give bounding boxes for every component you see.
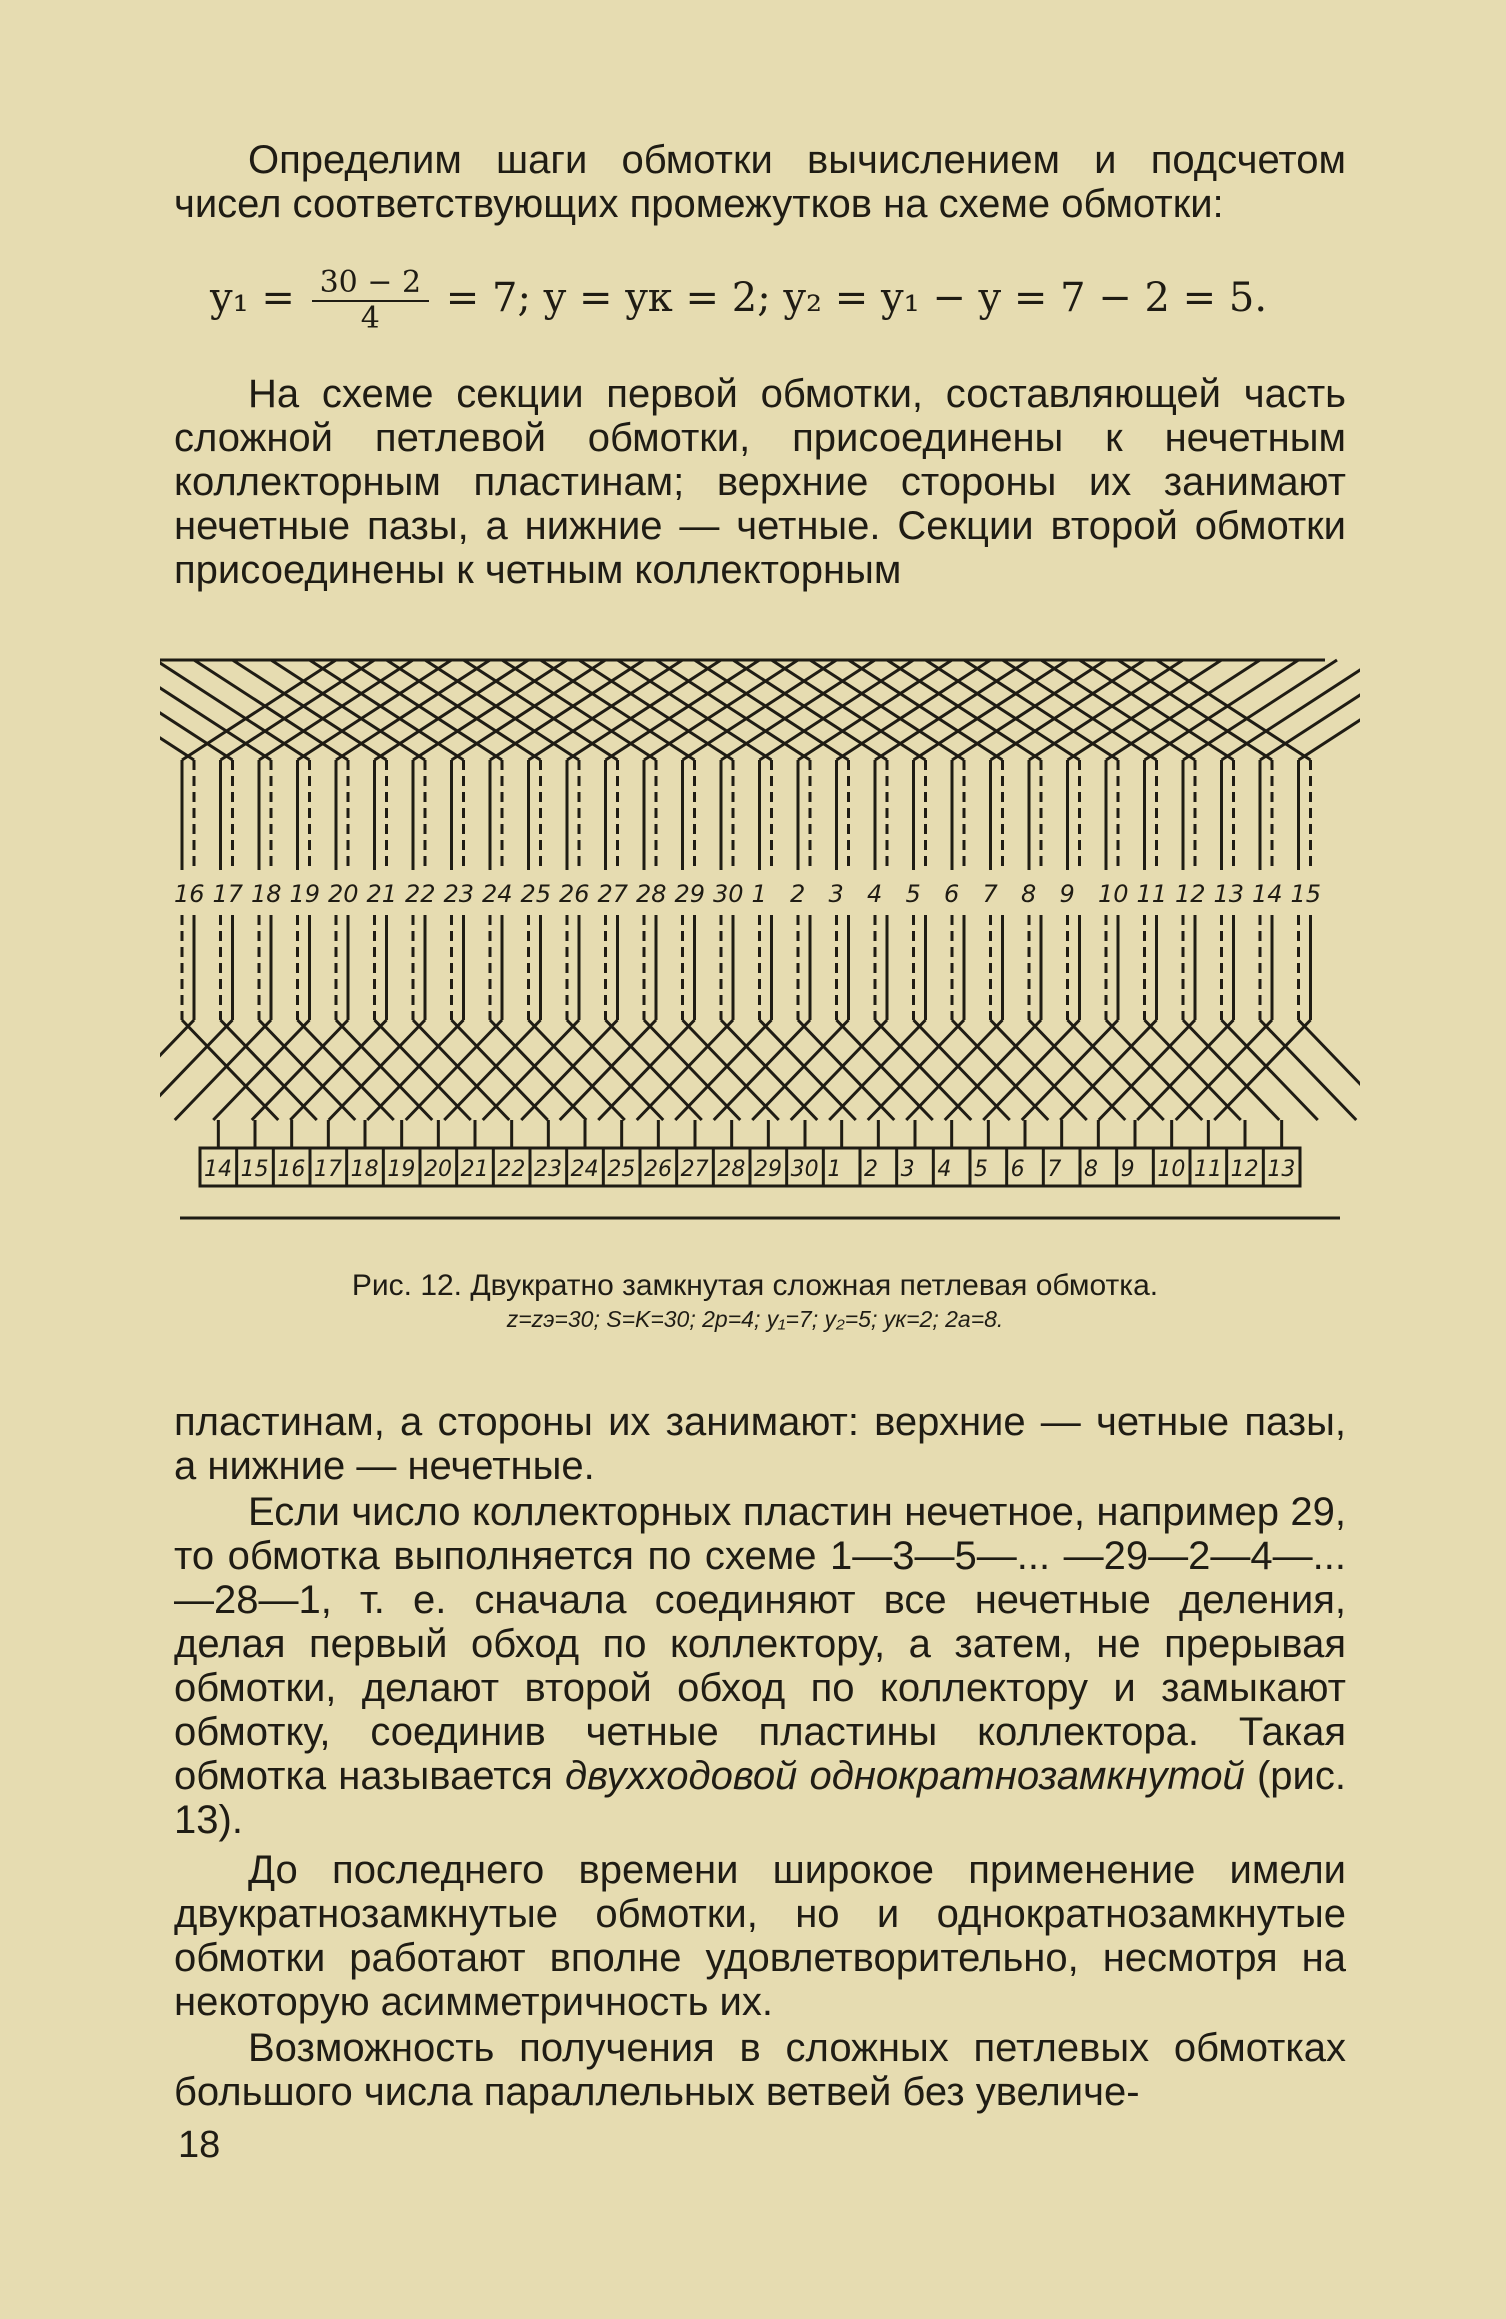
paragraph-1-text: Определим шаги обмотки вычислением и подсчетом чисел соответствующих промежутков на схеме обмотки:: [174, 138, 1346, 226]
lower-diagonal: [452, 1020, 548, 1120]
lower-diagonal: [560, 1020, 656, 1120]
upper-diagonal: [194, 660, 348, 760]
lower-diagonal: [175, 1020, 271, 1120]
lower-diagonal: [290, 1020, 386, 1120]
upper-diagonal: [887, 660, 1041, 760]
lower-diagonal: [875, 1020, 971, 1120]
slot-label: 1: [751, 880, 767, 908]
upper-crossing-lines: [160, 660, 1360, 870]
lower-diagonal: [760, 1020, 856, 1120]
commutator-label: 6: [1010, 1157, 1025, 1182]
lower-diagonal: [252, 1020, 348, 1120]
upper-diagonal: [413, 660, 567, 760]
slot-label: 27: [597, 880, 629, 908]
paragraph-3-text: пластинам, а стороны их занимают: верхние — четные пазы, а нижние — нечетные.: [174, 1400, 1346, 1488]
lower-diagonal: [983, 1020, 1079, 1120]
lower-diagonal: [483, 1020, 579, 1120]
lower-diagonal: [1106, 1020, 1202, 1120]
slot-label: 14: [1252, 880, 1283, 908]
slot-label: 11: [1136, 880, 1168, 908]
slot-label: 24: [482, 880, 513, 908]
lower-diagonal: [991, 1020, 1087, 1120]
upper-diagonal: [425, 660, 579, 760]
lower-diagonal: [1029, 1020, 1125, 1120]
step-formula: [210, 266, 1310, 346]
lower-diagonal: [829, 1020, 925, 1120]
upper-diagonal: [695, 660, 849, 760]
commutator-label: 16: [277, 1157, 306, 1182]
paragraph-5: [174, 1848, 1346, 2024]
upper-diagonal: [298, 660, 452, 760]
commutator-label: 26: [644, 1157, 672, 1182]
slot-label: 4: [867, 880, 883, 908]
lower-diagonal: [1214, 1020, 1310, 1120]
upper-diagonal: [375, 660, 529, 760]
lower-diagonal: [1099, 1020, 1195, 1120]
slot-label: 5: [905, 880, 921, 908]
lower-diagonal: [637, 1020, 733, 1120]
commutator-label: 10: [1157, 1157, 1186, 1182]
commutator-label: 18: [350, 1157, 379, 1182]
lower-diagonal: [521, 1020, 617, 1120]
lower-diagonal: [444, 1020, 540, 1120]
lower-diagonal: [413, 1020, 509, 1120]
lower-diagonal: [1060, 1020, 1156, 1120]
commutator-label: 5: [974, 1157, 988, 1182]
lower-diagonal: [1260, 1020, 1356, 1120]
commutator-label: 3: [900, 1157, 915, 1182]
lower-diagonal: [567, 1020, 663, 1120]
upper-diagonal: [1157, 660, 1311, 760]
upper-diagonal: [490, 660, 644, 760]
upper-diagonal: [1118, 660, 1272, 760]
slot-label: 10: [1098, 880, 1129, 908]
upper-diagonal: [798, 660, 952, 760]
slot-label: 8: [1021, 880, 1037, 908]
lower-diagonal: [1176, 1020, 1272, 1120]
commutator-label: 28: [717, 1157, 746, 1182]
commutator-label: 20: [424, 1157, 452, 1182]
slot-labels: [174, 880, 1321, 908]
upper-diagonal: [452, 660, 606, 760]
commutator-label: 24: [570, 1157, 599, 1182]
lower-diagonal: [329, 1020, 425, 1120]
formula-denominator: 4: [360, 301, 380, 336]
upper-diagonal: [875, 660, 1029, 760]
lower-diagonal: [213, 1020, 309, 1120]
upper-diagonal: [760, 660, 914, 760]
upper-diagonal: [1080, 660, 1234, 760]
upper-diagonal: [579, 660, 733, 760]
upper-diagonal: [837, 660, 991, 760]
lower-diagonal: [259, 1020, 355, 1120]
lower-diagonal: [367, 1020, 463, 1120]
upper-diagonal: [221, 660, 375, 760]
upper-diagonal: [541, 660, 695, 760]
slot-label: 29: [674, 880, 706, 908]
lower-diagonal: [375, 1020, 471, 1120]
upper-diagonal: [1003, 660, 1157, 760]
slot-label: 13: [1213, 880, 1245, 908]
upper-diagonal: [1106, 660, 1260, 760]
slot-label: 26: [559, 880, 590, 908]
slot-label: 2: [790, 880, 806, 908]
commutator-label: 25: [607, 1157, 636, 1182]
slot-label: 3: [828, 880, 844, 908]
winding-diagram: [160, 640, 1360, 1230]
lower-diagonal: [606, 1020, 702, 1120]
slot-label: 6: [944, 880, 960, 908]
lower-crossing-lines: [160, 915, 1360, 1120]
upper-diagonal: [502, 660, 656, 760]
lower-diagonal: [406, 1020, 502, 1120]
slot-label: 21: [366, 880, 398, 908]
slot-label: 18: [251, 880, 282, 908]
lower-diagonal: [490, 1020, 586, 1120]
lower-diagonal: [752, 1020, 848, 1120]
upper-diagonal: [1041, 660, 1195, 760]
upper-diagonal: [849, 660, 1003, 760]
formula-numerator: 30 − 2: [312, 266, 429, 302]
slot-label: 30: [713, 880, 744, 908]
paragraph-2-text: На схеме секции первой обмотки, составляющей часть сложной петлевой обмотки, присоединены к нечетным коллекторным пластинам; верхние стороны их занимают нечетные пазы, а нижние — четные. Секции второй обмотки присоединены к четным коллекторным: [174, 372, 1346, 592]
upper-diagonal: [1145, 660, 1299, 760]
upper-diagonal: [259, 660, 413, 760]
upper-diagonal: [464, 660, 618, 760]
slot-label: 22: [405, 880, 436, 908]
caption-title: Рис. 12. Двукратно замкнутая сложная петлевая обмотка.: [351, 1269, 1159, 1302]
commutator-label: 2: [864, 1157, 878, 1182]
lower-diagonal: [837, 1020, 933, 1120]
slot-label: 20: [328, 880, 359, 908]
lower-diagonal: [683, 1020, 779, 1120]
paragraph-5-text: До последнего времени широкое применение имели двукратнозамкнутые обмотки, но и однократнозамкнутые обмотки работают вполне удовлетворительно, несмотря на некоторую асимметричность их.: [174, 1848, 1346, 2024]
formula-y1: y₁ =: [210, 275, 295, 321]
lower-diagonal: [914, 1020, 1010, 1120]
slot-label: 7: [982, 880, 998, 908]
lower-diagonal: [644, 1020, 740, 1120]
upper-diagonal: [1068, 660, 1222, 760]
slot-label: 9: [1059, 880, 1075, 908]
lower-diagonal: [598, 1020, 694, 1120]
lower-diagonal: [221, 1020, 317, 1120]
paragraph-6-text: Возможность получения в сложных петлевых обмотках большого числа параллельных ветвей без увеличе-: [174, 2026, 1346, 2114]
upper-diagonal: [964, 660, 1118, 760]
commutator-label: 21: [460, 1157, 489, 1182]
slot-label: 12: [1175, 880, 1206, 908]
upper-diagonal: [233, 660, 387, 760]
lower-diagonal: [721, 1020, 817, 1120]
upper-diagonal: [914, 660, 1068, 760]
upper-diagonal: [271, 660, 425, 760]
lower-diagonal: [1222, 1020, 1318, 1120]
commutator-label: 9: [1120, 1157, 1135, 1182]
lower-diagonal: [1183, 1020, 1279, 1120]
upper-diagonal: [1183, 660, 1337, 760]
upper-diagonal: [606, 660, 760, 760]
upper-diagonal: [618, 660, 772, 760]
commutator-label: 19: [387, 1157, 416, 1182]
paragraph-3: [174, 1400, 1346, 1488]
upper-diagonal: [733, 660, 887, 760]
lower-diagonal: [906, 1020, 1002, 1120]
slot-label: 16: [174, 880, 205, 908]
paragraph-4-text: [174, 1490, 1346, 1842]
commutator-label: 27: [680, 1157, 709, 1182]
commutator-label: 14: [204, 1157, 232, 1182]
page-number: 18: [178, 2124, 221, 2166]
upper-diagonal: [160, 660, 310, 760]
formula-fraction: [312, 266, 429, 336]
commutator-label: 11: [1194, 1157, 1222, 1182]
slot-label: 19: [289, 880, 321, 908]
formula-rest: = 7; y = yк = 2; y₂ = y₁ − y = 7 − 2 = 5.: [445, 275, 1268, 321]
upper-diagonal: [772, 660, 926, 760]
upper-diagonal: [810, 660, 964, 760]
commutator-label: 1: [827, 1157, 842, 1182]
lower-diagonal: [1137, 1020, 1233, 1120]
lower-diagonal: [182, 1020, 278, 1120]
slot-label: 15: [1290, 880, 1322, 908]
paragraph-4-main: Если число коллекторных пластин нечетное, например 29, то обмотка выполняется по схеме 1—3—5—... —29—2—4—...—28—1, т. е. сначала соединяют все нечетные деления, делая первый обход по коллектору, а затем, не прерывая обмотки, делают второй обход по коллектору и замыкают обмотку, соединив четные пластины коллектора. Такая обмотка называется: [174, 1490, 1346, 1798]
upper-diagonal: [529, 660, 683, 760]
upper-diagonal: [656, 660, 810, 760]
upper-diagonal: [991, 660, 1145, 760]
upper-diagonal: [567, 660, 721, 760]
upper-diagonal: [336, 660, 490, 760]
upper-diagonal: [952, 660, 1106, 760]
paragraph-2: [174, 372, 1346, 592]
commutator-label: 17: [314, 1157, 342, 1182]
figure-caption: [170, 1268, 1340, 1334]
upper-diagonal: [182, 660, 336, 760]
paragraph-1: [174, 138, 1346, 226]
lower-diagonal: [336, 1020, 432, 1120]
paragraph-4-term: двухходовой однократнозамкнутой: [565, 1754, 1245, 1798]
lower-diagonal: [529, 1020, 625, 1120]
lower-diagonal: [868, 1020, 964, 1120]
caption-params: z=zэ=30; S=K=30; 2p=4; y₁=7; y₂=5; yк=2; 2a=8.: [506, 1306, 1004, 1332]
commutator-label: 23: [534, 1157, 562, 1182]
commutator-label: 29: [754, 1157, 782, 1182]
slot-label: 23: [443, 880, 475, 908]
lower-diagonal: [798, 1020, 894, 1120]
upper-diagonal: [387, 660, 541, 760]
upper-diagonal: [683, 660, 837, 760]
upper-diagonal: [310, 660, 464, 760]
commutator-label: 30: [790, 1157, 819, 1182]
commutator-label: 22: [497, 1157, 526, 1182]
upper-diagonal: [926, 660, 1080, 760]
upper-diagonal: [348, 660, 502, 760]
lower-diagonal: [1145, 1020, 1241, 1120]
lower-diagonal: [675, 1020, 771, 1120]
lower-diagonal: [1022, 1020, 1118, 1120]
paragraph-4-ref: (рис. 13).: [174, 1754, 1346, 1842]
lower-diagonal: [298, 1020, 394, 1120]
paragraph-4: [174, 1490, 1346, 1842]
commutator-label: 7: [1047, 1157, 1062, 1182]
upper-diagonal: [1029, 660, 1183, 760]
commutator-label: 12: [1230, 1157, 1259, 1182]
upper-diagonal: [644, 660, 798, 760]
lower-diagonal: [945, 1020, 1041, 1120]
commutator-label: 8: [1084, 1157, 1098, 1182]
paragraph-6: [174, 2026, 1346, 2114]
lower-diagonal: [1068, 1020, 1164, 1120]
lower-diagonal: [791, 1020, 887, 1120]
lower-diagonal: [714, 1020, 810, 1120]
commutator-label: 4: [937, 1157, 952, 1182]
commutator-label: 15: [240, 1157, 269, 1182]
slot-label: 17: [212, 880, 244, 908]
upper-diagonal: [721, 660, 875, 760]
commutator-label: 13: [1267, 1157, 1296, 1182]
lower-diagonal: [952, 1020, 1048, 1120]
slot-label: 25: [520, 880, 552, 908]
slot-label: 28: [636, 880, 667, 908]
